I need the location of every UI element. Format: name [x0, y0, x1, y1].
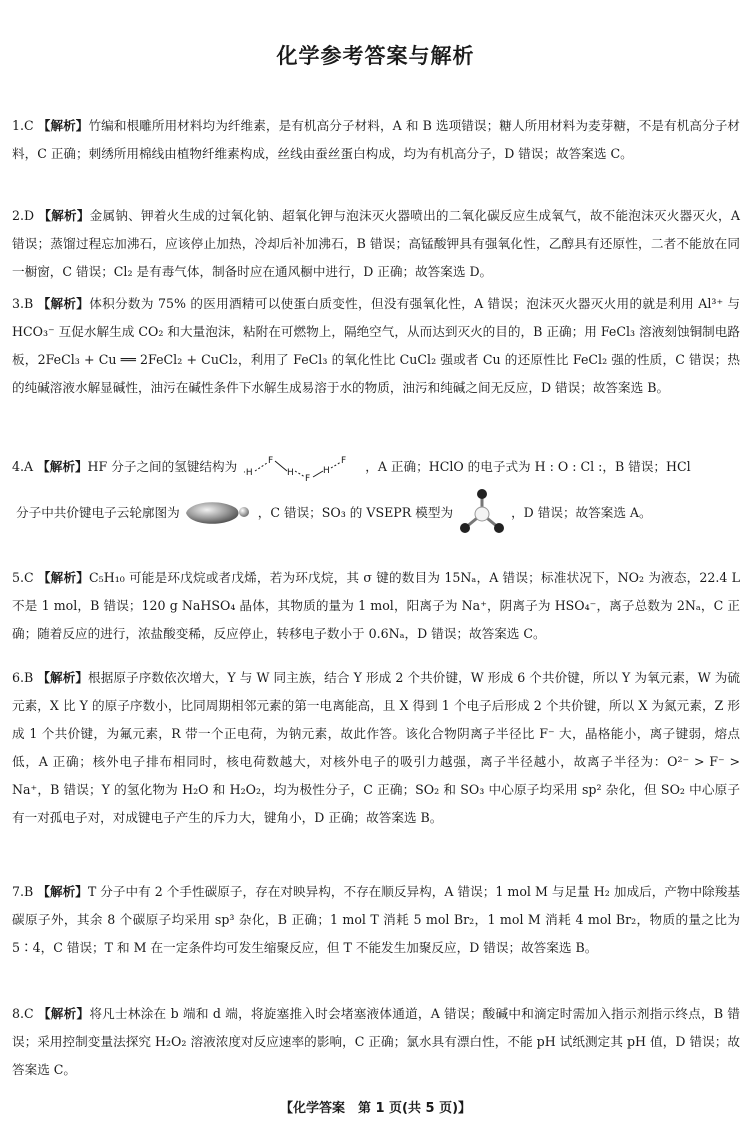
item-answer: A: [24, 459, 34, 474]
item-text-e: ，D 错误；故答案选 A。: [511, 504, 652, 520]
answer-item-8: [12, 1000, 740, 1084]
analysis-tag: 【解析】: [37, 570, 90, 585]
analysis-tag: 【解析】: [37, 670, 89, 685]
answer-item-6: [12, 664, 740, 832]
hf-label: ·H: [243, 467, 253, 478]
hbond-line: [295, 471, 305, 477]
atom-shape: [494, 523, 504, 533]
answer-item-4: [12, 452, 740, 538]
vsepr-model-diagram: [457, 488, 507, 538]
item-number: 1.: [12, 118, 25, 133]
covalent-line: [275, 461, 287, 471]
item-answer: B: [24, 670, 34, 685]
answer-item-5: [12, 564, 740, 648]
atom-shape: [460, 523, 470, 533]
hf-label: F: [305, 473, 311, 483]
item-text: 根据原子序数依次增大，Y 与 W 同主族，结合 Y 形成 2 个共价键，W 形成 6 个共价键，所以 Y 为氧元素，W 为硫元素，X 比 Y 的原子序数小，比同周期相邻元素的第一电离能高，且 X 得到 1 个电子后形成 2 个共价键，所以 X 为氮元素，Z 形成 1 个共价键，为氟元素，R 带一个正电荷，为钠元素，故此作答。该化合物阴离子半径比 F⁻ 大，晶格能小，离子键弱，熔点低，A 正确；核外电子排布相同时，核电荷数越大，对核外电子的吸引力越强，离子半径越小，故离子半径为：O²⁻ > F⁻ > Na⁺，B 错误；Y 的氢化物为 H₂O 和 H₂O₂，均为极性分子，C 正确；SO₂ 和 SO₃ 中心原子均采用 sp² 杂化，但 SO₂ 中心原子有一对孤电子对，对成键电子产生的斥力大，键角小，D 正确；故答案选 B。: [12, 670, 741, 825]
analysis-tag: 【解析】: [37, 296, 90, 311]
analysis-tag: 【解析】: [38, 208, 90, 223]
item-text-c: 分子中共价键电子云轮廓图为: [16, 504, 180, 520]
item-text-d: ，C 错误；SO₃ 的 VSEPR 模型为: [257, 504, 454, 520]
item-number: 2.: [12, 208, 25, 223]
item-text-a: HF 分子之间的氢键结构为: [87, 459, 238, 474]
hydrogen-bond-diagram: [241, 453, 361, 483]
item-number: 7.: [12, 884, 25, 899]
item-answer: B: [24, 884, 34, 899]
analysis-tag: 【解析】: [37, 884, 88, 899]
hf-label: H: [287, 467, 294, 478]
item-answer: B: [24, 296, 34, 311]
atom-shape: [477, 489, 487, 499]
answer-item-3: [12, 290, 740, 402]
answer-item-7: [12, 878, 740, 962]
item-text: C₅H₁₀ 可能是环戊烷或者戊烯，若为环戊烷，其 σ 键的数目为 15Nₐ，A 错误；标准状况下，NO₂ 为液态，22.4 L 不是 1 mol，B 错误；120 g NaHSO₄ 晶体，其物质的量为 1 mol，阳离子为 Na⁺，阴离子为 HSO₄⁻，离子总数为 2Nₐ，C 正确；随着反应的进行，浓盐酸变稀，反应停止，转移电子数小于 0.6Nₐ，D 错误；故答案选 C。: [12, 570, 740, 641]
item-text: 体积分数为 75% 的医用酒精可以使蛋白质变性，但没有强氧化性，A 错误；泡沫灭火器灭火用的就是利用 Al³⁺ 与 HCO₃⁻ 互促水解生成 CO₂ 和大量泡沫，粘附在可燃物上，隔绝空气，从而达到灭火的目的，B 正确；用 FeCl₃ 溶液刻蚀铜制电路板，2FeCl₃ + Cu ══ 2FeCl₂ + CuCl₂，利用了 FeCl₃ 的氧化性比 CuCl₂ 强或者 Cu 的还原性比 FeCl₂ 强的性质，C 错误；热的纯碱溶液水解显碱性，油污在碱性条件下水解生成易溶于水的物质，油污和纯碱之间无反应，D 错误；故答案选 B。: [12, 296, 740, 395]
analysis-tag: 【解析】: [37, 459, 88, 474]
item-number: 6.: [12, 670, 25, 685]
answer-item-2: [12, 202, 740, 286]
item-answer: C: [24, 118, 34, 133]
item-text: T 分子中有 2 个手性碳原子，存在对映异构，不存在顺反异构，A 错误；1 mol M 与足量 H₂ 加成后，产物中除羧基碳原子外，其余 8 个碳原子均采用 sp³ 杂化，B 正确；1 mol T 消耗 5 mol Br₂，1 mol M 消耗 4 mol Br₂，物质的量之比为 5∶4，C 错误；T 和 M 在一定条件均可发生缩聚反应，但 T 不能发生加聚反应，D 错误；故答案选 B。: [12, 884, 740, 955]
answer-item-1: [12, 112, 740, 168]
item-text: 金属钠、钾着火生成的过氧化钠、超氧化钾与泡沫灭火器喷出的二氧化碳反应生成氧气，故不能泡沫灭火器灭火，A 错误；蒸馏过程忘加沸石，应该停止加热，冷却后补加沸石，B 错误；高锰酸钾具有强氧化性，乙醇具有还原性，二者不能放在同一橱窗，C 错误；Cl₂ 是有毒气体，制备时应在通风橱中进行，D 正确；故答案选 D。: [12, 208, 740, 279]
item-number: 8.: [12, 1006, 25, 1021]
analysis-tag: 【解析】: [37, 118, 89, 133]
covalent-line: [313, 471, 323, 477]
page-title: 化学参考答案与解析: [276, 44, 475, 68]
electron-cloud-diagram: [184, 495, 254, 531]
center-atom-shape: [475, 507, 489, 521]
item-answer: C: [24, 570, 34, 585]
item-number: 4.: [12, 459, 25, 474]
hf-label: F: [268, 455, 274, 466]
item-number: 3.: [12, 296, 25, 311]
item-number: 5.: [12, 570, 25, 585]
hbond-line: [331, 462, 341, 468]
item-answer: D: [24, 208, 35, 223]
item-text: 竹编和根雕所用材料均为纤维素，是有机高分子材料，A 和 B 选项错误；糖人所用材料为麦芽糖，不是有机高分子材料，C 正确；刺绣所用棉线由植物纤维素构成，丝线由蚕丝蛋白构成，均为有机高分子，D 错误；故答案选 C。: [12, 118, 741, 161]
hf-label: H: [323, 465, 330, 476]
item-answer: C: [24, 1006, 34, 1021]
analysis-tag: 【解析】: [37, 1006, 90, 1021]
hbond-line: [255, 463, 267, 471]
page-footer: 【化学答案 第 1 页(共 5 页)】: [279, 1101, 472, 1116]
hf-label: F: [341, 455, 347, 466]
cloud-shape: [186, 502, 239, 524]
item-text-b: ，A 正确；HClO 的电子式为 H : O : Cl :，B 错误；HCl: [365, 459, 691, 474]
h-atom-shape: [239, 507, 249, 517]
item-text: 将凡士林涂在 b 端和 d 端，将旋塞推入时会堵塞液体通道，A 错误；酸碱中和滴定时需加入指示剂指示终点，B 错误；采用控制变量法探究 H₂O₂ 溶液浓度对反应速率的影响，C 正确；氯水具有漂白性，不能 pH 试纸测定其 pH 值，D 错误；故答案选 C。: [12, 1006, 740, 1077]
